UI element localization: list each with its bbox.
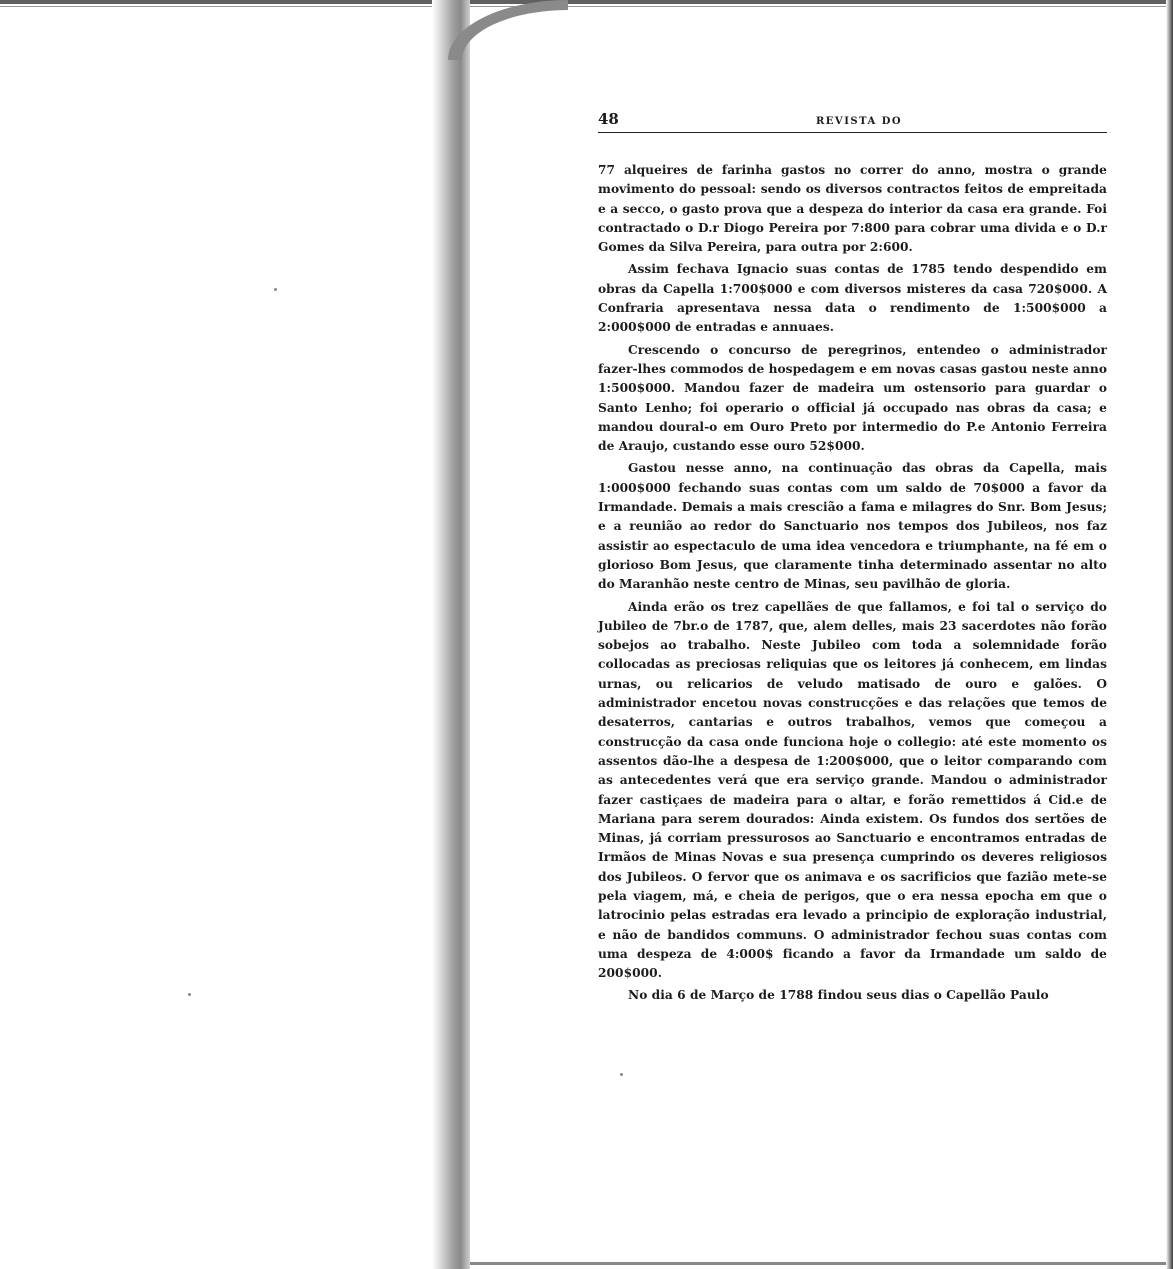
page-right-edge	[1166, 0, 1173, 1269]
paragraph-3: Crescendo o concurso de peregrinos, entendeo o administrador fazer-lhes commodos de hospedagem e em novas casas gastou neste anno 1:500$000. Mandou fazer de madeira um ostensorio para guardar o Santo Lenho; foi operario o official já occupado nas obras da casa; e mandou doural-o em Ouro Preto por intermedio do P.e Antonio Ferreira de Araujo, custando esse ouro 52$000.	[598, 342, 1107, 454]
running-head: REVISTA DO	[816, 116, 903, 127]
paragraph-5: Ainda erão os trez capellães de que fallamos, e foi tal o serviço do Jubileo de 7br.o de 1787, que, alem delles, mais 23 sacerdotes não forão sobejos ao trabalho. Neste Jubileo com toda a solemnidade forão collocadas as preciosas reliquias que os leitores já conhecem, em lindas urnas, ou relicarios de veludo matisado de ouro e galões. O administrador encetou novas construcções e das relações que temos de desaterros, cantarias e outros trabalhos, vemos que começou a construcção da casa onde funciona hoje o collegio: até este momento os assentos dão-lhe a despesa de 1:200$000, que o leitor comparando com as antecedentes verá que era serviço grande. Mandou o administrador fazer castiçaes de madeira para o altar, e forão remettidos á Cid.e de Mariana para serem dourados: Ainda existem. Os fundos dos sertões de Minas, já corriam pressurosos ao Sanctuario e encontramos entradas de Irmãos de Minas Novas e sua presença cumprindo os deveres religiosos dos Jubileos. O fervor que os animava e os sacrificios que fazião mete-se pela viagem, má, e cheia de perigos, que o era nessa epocha em que o latrocinio pelas estradas era levado a principio de exploração industrial, e não de bandidos communs. O administrador fechou suas contas com uma despeza de 4:000$ ficando a favor da Irmandade um saldo de 200$000.	[598, 599, 1107, 981]
page-body	[598, 161, 1107, 1006]
paragraph-2: Assim fechava Ignacio suas contas de 1785 tendo despendido em obras da Capella 1:700$000 e com diversos misteres da casa 720$000. A Confraria apresentava nessa data o rendimento de 1:500$000 a 2:000$000 de entradas e annuaes.	[598, 262, 1107, 335]
page-header	[598, 110, 1107, 133]
scan-top-edge-line	[0, 6, 1173, 7]
scan-top-edge	[0, 0, 1173, 4]
book-spine-shadow	[432, 0, 470, 1269]
scan-speck	[620, 1073, 623, 1076]
page-bottom-edge	[470, 1262, 1173, 1265]
book-page	[598, 110, 1107, 1009]
scan-speck	[188, 993, 191, 996]
scan-speck	[274, 288, 277, 291]
paragraph-6: No dia 6 de Março de 1788 findou seus dias o Capellão Paulo	[628, 988, 1049, 1003]
paragraph-1: 77 alqueires de farinha gastos no correr do anno, mostra o grande movimento do pessoal: sendo os diversos contractos feitos de empreitada e a secco, o gasto prova que a despeza do interior da casa era grande. Foi contractado o D.r Diogo Pereira por 7:800 para cobrar uma divida e o D.r Gomes da Silva Pereira, para outra por 2:600.	[598, 163, 1107, 255]
scan-margin-left	[0, 0, 440, 1269]
paragraph-4: Gastou nesse anno, na continuação das obras da Capella, mais 1:000$000 fechando suas contas com um saldo de 70$000 a favor da Irmandade. Demais a mais crescião a fama e milagres do Snr. Bom Jesus; e a reunião ao redor do Sanctuario nos tempos dos Jubileos, nos faz assistir ao espectaculo de uma idea vencedora e triumphante, na fé em o glorioso Bom Jesus, que claramente tinha determinado assentar no alto do Maranhão neste centro de Minas, seu pavilhão de gloria.	[598, 461, 1107, 592]
page-number: 48	[598, 110, 619, 128]
